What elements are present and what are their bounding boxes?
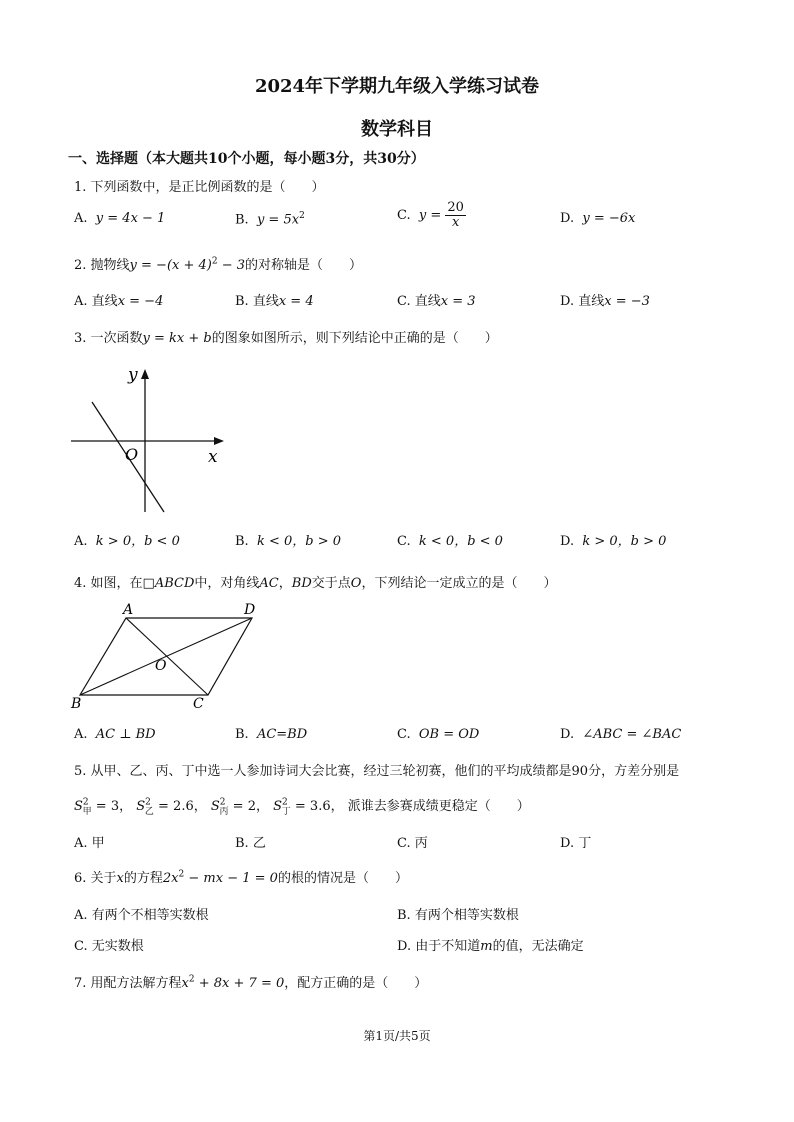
q5-option-c: C. 丙: [397, 836, 428, 851]
q1-option-c: C. y = $\frac{20}{x}$: [397, 200, 464, 230]
q3-linear-graph: [66, 362, 236, 522]
q2-option-d: D. 直线x = −3: [560, 294, 650, 309]
q6-option-d: D. 由于不知道m的值，无法确定: [397, 939, 584, 954]
q4-option-d: D. ∠ABC = ∠BAC: [560, 727, 682, 742]
q6-option-a: A. 有两个不相等实数根: [74, 908, 209, 923]
q2-option-c: C. 直线x = 3: [397, 294, 476, 309]
page-number: 第1页/共5页: [363, 1029, 431, 1043]
q6-option-b: B. 有两个相等实数根: [397, 908, 519, 923]
vertex-c-label: C: [193, 696, 204, 712]
q1-option-d: D. y = −6x: [560, 211, 636, 226]
q4-option-b: B. AC=BD: [235, 727, 308, 742]
vertex-d-label: D: [244, 602, 256, 618]
q7-stem: 7. 用配方法解方程$x^2 + 8x + 7 = 0$，配方正确的是（ ）: [74, 974, 428, 991]
q4-stem: 4. 如图，在□ABCD中，对角线AC，BD交于点O，下列结论一定成立的是（ ）: [74, 576, 557, 591]
diagonal-bd: [80, 618, 252, 695]
q2-option-b: B. 直线x = 4: [235, 294, 314, 309]
exam-title: 2024年下学期九年级入学练习试卷: [254, 76, 540, 97]
q5-variance-line: $S^2_甲 = 3$， $S^2_乙 = 2.6$， $S^2_丙 = 2$， $S^2_丁 = 3.6$， 派谁去参赛成绩更稳定（ ）: [74, 797, 530, 817]
origin-label: O: [125, 445, 139, 464]
q3-option-d: D. k > 0，b > 0: [560, 534, 667, 549]
x-axis-label: x: [208, 447, 218, 467]
q5-option-b: B. 乙: [235, 836, 266, 851]
q3-stem: 3. 一次函数y = kx + b的图象如图所示，则下列结论中正确的是（ ）: [74, 331, 498, 346]
vertex-a-label: A: [123, 602, 134, 618]
q6-option-c: C. 无实数根: [74, 939, 144, 954]
q1-option-b: B. $y = 5x^2$: [235, 211, 305, 228]
q4-option-a: A. AC ⊥ BD: [74, 727, 156, 742]
q3-option-a: A. k > 0，b < 0: [74, 534, 180, 549]
vertex-b-label: B: [71, 696, 82, 712]
center-o-label: O: [155, 658, 167, 674]
q1-option-a: A. y = 4x − 1: [74, 211, 166, 226]
q5-option-d: D. 丁: [560, 836, 592, 851]
q3-option-b: B. k < 0，b > 0: [235, 534, 342, 549]
q6-stem: 6. 关于x的方程$2x^2$ − mx − 1 = 0的根的情况是（ ）: [74, 869, 408, 886]
y-axis-label: y: [128, 365, 138, 385]
q2-option-a: A. 直线x = −4: [74, 294, 164, 309]
section-heading: 一、选择题（本大题共10个小题，每小题3分，共30分）: [68, 151, 425, 167]
q5-option-a: A. 甲: [74, 836, 105, 851]
y-axis-arrow: [141, 369, 149, 379]
q4-parallelogram-figure: [66, 600, 266, 712]
q1-fraction: $\frac{20}{x}$: [447, 200, 464, 230]
q1-stem: 1. 下列函数中，是正比例函数的是（ ）: [74, 180, 325, 195]
q2-stem: 2. 抛物线$y = -(x + 4)^2 - 3$的对称轴是（ ）: [74, 256, 363, 273]
q5-stem: 5. 从甲、乙、丙、丁中选一人参加诗词大会比赛，经过三轮初赛，他们的平均成绩都是90分，方差分别是: [74, 764, 680, 779]
x-axis-arrow: [214, 437, 224, 445]
q4-option-c: C. OB = OD: [397, 727, 480, 742]
subject-title: 数学科目: [361, 119, 433, 140]
q3-option-c: C. k < 0，b < 0: [397, 534, 503, 549]
